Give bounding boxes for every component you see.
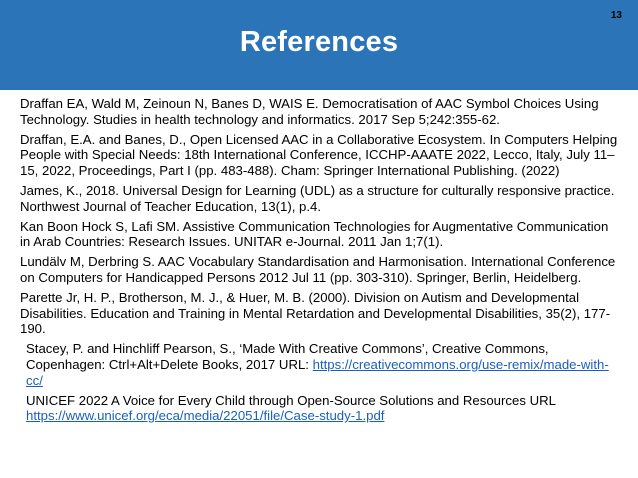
- reference-text: Draffan EA, Wald M, Zeinoun N, Banes D, WAIS E. Democratisation of AAC Symbol Choices Using Technology. Studies in health technology and informatics. 2017 Sep 5;242:355-62.: [20, 96, 599, 127]
- reference-item: [20, 254, 620, 286]
- title-banner: [0, 0, 638, 90]
- reference-list: [20, 96, 620, 428]
- reference-text: Stacey, P. and Hinchliff Pearson, S., ‘Made With Creative Commons’, Creative Commons, Copenhagen: Ctrl+Alt+Delete Books, 2017 URL:: [26, 341, 549, 372]
- reference-link[interactable]: https://www.unicef.org/eca/media/22051/file/Case-study-1.pdf: [26, 408, 385, 424]
- slide-title: References: [239, 26, 399, 58]
- reference-item: [20, 290, 620, 337]
- reference-text: Kan Boon Hock S, Lafi SM. Assistive Communication Technologies for Augmentative Communication in Arab Countries: Research Issues. UNITAR e-Journal. 2011 Jan 1;7(1).: [20, 218, 609, 250]
- reference-item: [26, 393, 620, 425]
- reference-item: [20, 132, 620, 179]
- reference-text: Parette Jr, H. P., Brotherson, M. J., & Huer, M. B. (2000). Division on Autism and Developmental Disabilities. Education and Training in Mental Retardation and Developmental Disabilities, 35(2), 177-190.: [20, 289, 611, 337]
- reference-item: [20, 219, 620, 251]
- reference-item: [20, 96, 620, 128]
- reference-text: UNICEF 2022 A Voice for Every Child through Open-Source Solutions and Resources URL: [26, 392, 556, 408]
- reference-text: Lundälv M, Derbring S. AAC Vocabulary Standardisation and Harmonisation. International Conference on Computers for Handicapped Persons 2012 Jul 11 (pp. 303-310). Springer, Berlin, Heidelberg.: [20, 254, 616, 285]
- reference-item: [20, 183, 620, 215]
- page-number: 13: [610, 10, 622, 21]
- reference-text: Draffan, E.A. and Banes, D., Open Licensed AAC in a Collaborative Ecosystem. In Computers Helping People with Special Needs: 18th International Conference, ICCHP-AAATE 2022, Lecco, Italy, July 11–15, 2022, Proceedings, Part I (pp. 483-488). Cham: Springer International Publishing. (2022): [20, 131, 618, 179]
- reference-link[interactable]: https://creativecommons.org/use-remix/made-with-cc/: [26, 356, 609, 388]
- reference-item: [26, 341, 620, 388]
- reference-text: James, K., 2018. Universal Design for Learning (UDL) as a structure for culturally responsive practice. Northwest Journal of Teacher Education, 13(1), p.4.: [20, 182, 615, 214]
